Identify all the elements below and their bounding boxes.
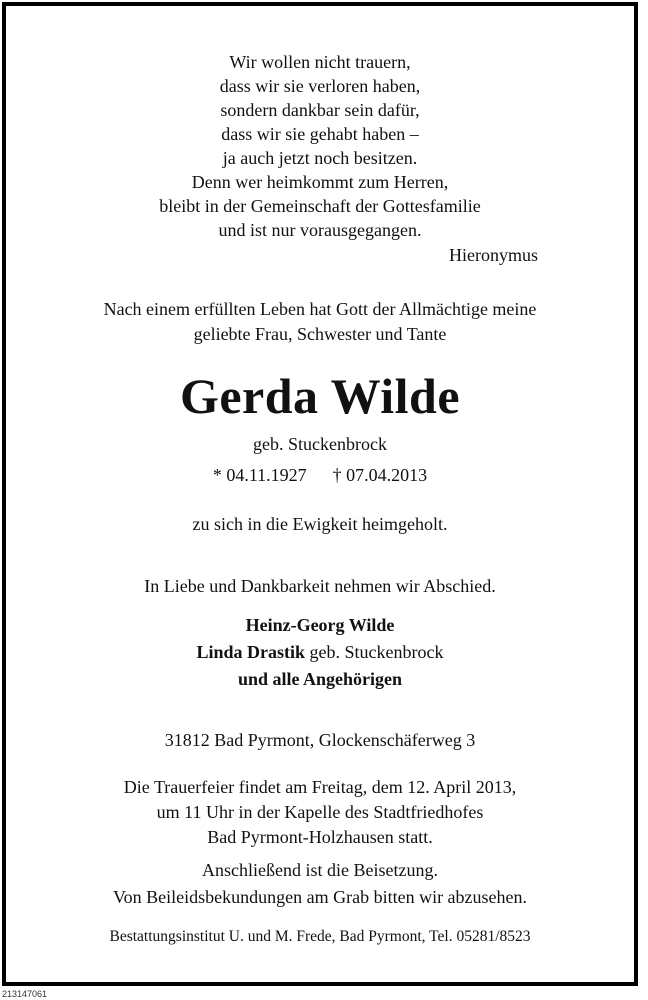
mourner-2-name: Linda Drastik	[196, 642, 306, 662]
poem-line: Wir wollen nicht trauern,	[229, 52, 411, 72]
service-line-4: Anschließend ist die Beisetzung.	[202, 860, 438, 880]
poem-author: Hieronymus	[449, 245, 538, 265]
poem-line: Denn wer heimkommt zum Herren,	[191, 172, 449, 192]
mourner-2-suffix: geb. Stuckenbrock	[305, 642, 444, 662]
death-date: † 07.04.2013	[332, 465, 428, 485]
poem-line: und ist nur vorausgegangen.	[218, 220, 422, 240]
poem-line: dass wir sie verloren haben,	[219, 76, 421, 96]
intro-line-2: geliebte Frau, Schwester und Tante	[193, 324, 447, 344]
mourner-1: Heinz-Georg Wilde	[245, 615, 395, 635]
life-dates	[6, 463, 634, 487]
deceased-name: Gerda Wilde	[179, 368, 461, 424]
service-line-2: um 11 Uhr in der Kapelle des Stadtfriedhofes	[156, 802, 484, 822]
poem-line: ja auch jetzt noch besitzen.	[222, 148, 418, 168]
mourner-3: und alle Angehörigen	[237, 669, 403, 689]
mourner-2	[6, 640, 634, 664]
birth-date: * 04.11.1927	[212, 465, 307, 485]
poem-line: sondern dankbar sein dafür,	[220, 100, 420, 120]
farewell-text: In Liebe und Dankbarkeit nehmen wir Abschied.	[144, 576, 496, 596]
intro-line-1: Nach einem erfüllten Leben hat Gott der Allmächtige meine	[103, 299, 537, 319]
service-line-5: Von Beileidsbekundungen am Grab bitten wir abzusehen.	[112, 887, 528, 907]
poem-line: dass wir sie gehabt haben –	[221, 124, 419, 144]
maiden-name: geb. Stuckenbrock	[253, 434, 387, 454]
service-line-3: Bad Pyrmont-Holzhausen statt.	[207, 827, 433, 847]
address: 31812 Bad Pyrmont, Glockenschäferweg 3	[164, 730, 476, 750]
poem-line: bleibt in der Gemeinschaft der Gottesfamilie	[159, 196, 481, 216]
reference-number: 213147061	[2, 989, 48, 999]
notice-frame	[2, 2, 638, 986]
called-home-text: zu sich in die Ewigkeit heimgeholt.	[192, 514, 448, 534]
service-line-1: Die Trauerfeier findet am Freitag, dem 12. April 2013,	[123, 777, 517, 797]
funeral-home: Bestattungsinstitut U. und M. Frede, Bad Pyrmont, Tel. 05281/8523	[109, 928, 531, 945]
